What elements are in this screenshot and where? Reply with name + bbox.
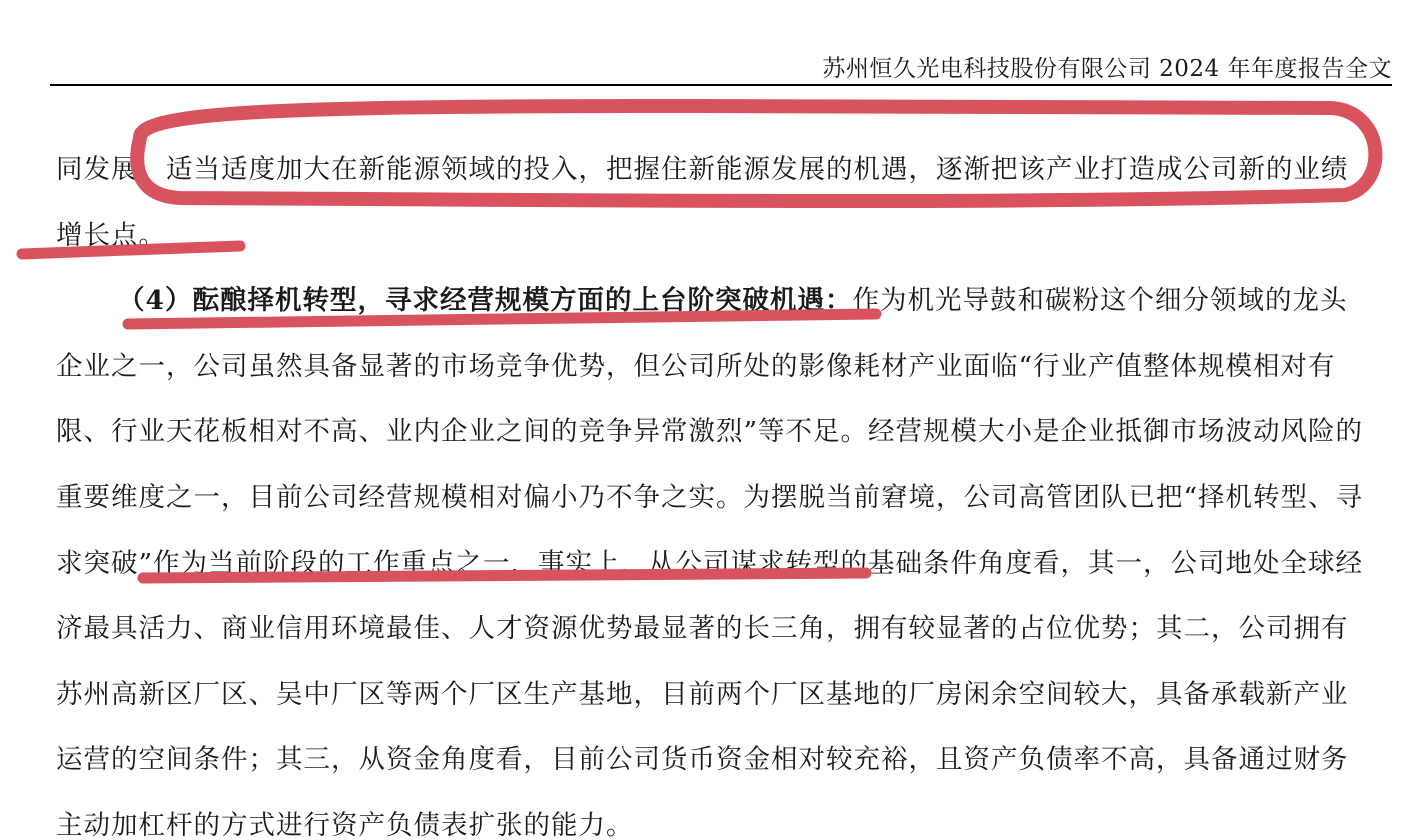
- paragraph-1: 同发展，适当适度加大在新能源领域的投入，把握住新能源发展的机遇，逐渐把该产业打造成公司新的业绩增长点。: [56, 154, 1349, 251]
- section-title: （4）酝酿择机转型，寻求经营规模方面的上台阶突破机遇：: [118, 285, 853, 317]
- paragraph-2-body: 作为机光导鼓和碳粉这个细分领域的龙头企业之一，公司虽然具备显著的市场竞争优势，但公司所处的影像耗材产业面临“行业产值整体规模相对有限、行业天花板相对不高、业内企业之间的竞争异常激烈”等不足。经营规模大小是企业抵御市场波动风险的重要维度之一，目前公司经营规模相对偏小乃不争之实。为摆脱当前窘境，公司高管团队已把“择机转型、寻求突破”作为当前阶段的工作重点之一，事实上，从公司谋求转型的基础条件角度看，其一，公司地处全球经济最具活力、商业信用环境最佳、人才资源优势最显著的长三角，拥有较显著的占位优势；其二，公司拥有苏州高新区厂区、吴中厂区等两个厂区生产基地，目前两个厂区基地的厂房闲余空间较大，具备承载新产业运营的空间条件；其三，从资金角度看，目前公司货币资金相对较充裕，且资产负债率不高，具备通过财务主动加杠杆的方式进行资产负债表扩张的能力。: [56, 285, 1364, 840]
- paragraph-2: [56, 268, 1368, 840]
- report-header: 苏州恒久光电科技股份有限公司 2024 年年度报告全文: [822, 56, 1392, 82]
- document-body: [56, 137, 1368, 840]
- header-rule: [50, 84, 1392, 86]
